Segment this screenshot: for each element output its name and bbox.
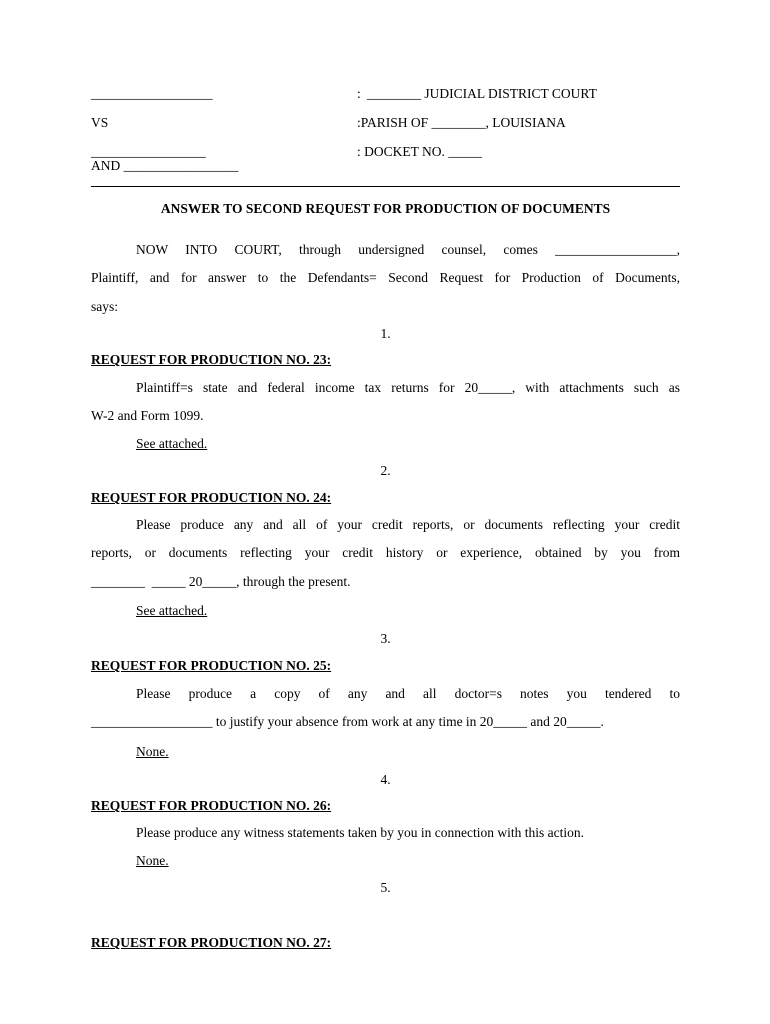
section-line: ________ _____ 20_____, through the present. bbox=[91, 574, 351, 589]
section-number: 5. bbox=[380, 880, 391, 895]
caption-and-line: AND _________________ bbox=[91, 158, 239, 173]
intro-line-3: says: bbox=[91, 299, 118, 314]
caption-vs: VS bbox=[91, 115, 109, 130]
intro-line-2: Plaintiff, and for answer to the Defendants= Second Request for Production of Documents, bbox=[91, 270, 680, 285]
section-number: 3. bbox=[380, 631, 391, 646]
section-response: None. bbox=[136, 744, 169, 759]
section-response: See attached. bbox=[136, 436, 208, 451]
intro-line-1: NOW INTO COURT, through undersigned counsel, comes __________________, bbox=[136, 242, 680, 257]
caption-colon: : bbox=[357, 86, 361, 101]
caption-divider bbox=[91, 186, 680, 187]
section-line: Please produce any witness statements taken by you in connection with this action. bbox=[136, 825, 585, 840]
caption-docket: : DOCKET NO. _____ bbox=[357, 144, 483, 159]
section-heading: REQUEST FOR PRODUCTION NO. 27: bbox=[91, 935, 332, 950]
section-heading: REQUEST FOR PRODUCTION NO. 26: bbox=[91, 798, 332, 813]
document-title: ANSWER TO SECOND REQUEST FOR PRODUCTION OF DOCUMENTS bbox=[160, 201, 611, 216]
section-heading: REQUEST FOR PRODUCTION NO. 24: bbox=[91, 490, 332, 505]
caption-blank-mid-left: _________________ bbox=[91, 144, 206, 159]
section-line: Plaintiff=s state and federal income tax returns for 20_____, with attachments such as bbox=[136, 380, 680, 395]
section-number: 4. bbox=[380, 772, 391, 787]
court-name: ________ JUDICIAL DISTRICT COURT bbox=[367, 86, 597, 101]
section-line: Please produce a copy of any and all doctor=s notes you tendered to bbox=[136, 686, 680, 701]
section-heading: REQUEST FOR PRODUCTION NO. 23: bbox=[91, 352, 332, 367]
section-response: See attached. bbox=[136, 603, 208, 618]
caption-parish: :PARISH OF ________, LOUISIANA bbox=[357, 115, 566, 130]
section-response: None. bbox=[136, 853, 169, 868]
section-line: Please produce any and all of your credit reports, or documents reflecting your credit bbox=[136, 517, 680, 532]
section-number: 2. bbox=[380, 463, 391, 478]
section-line: W-2 and Form 1099. bbox=[91, 408, 204, 423]
section-line: __________________ to justify your absence from work at any time in 20_____ and 20_____. bbox=[91, 714, 604, 729]
section-line: reports, or documents reflecting your credit history or experience, obtained by you from bbox=[91, 545, 680, 560]
section-number: 1. bbox=[380, 326, 391, 341]
section-heading: REQUEST FOR PRODUCTION NO. 25: bbox=[91, 658, 332, 673]
caption-blank-top-left: __________________ bbox=[91, 86, 213, 101]
